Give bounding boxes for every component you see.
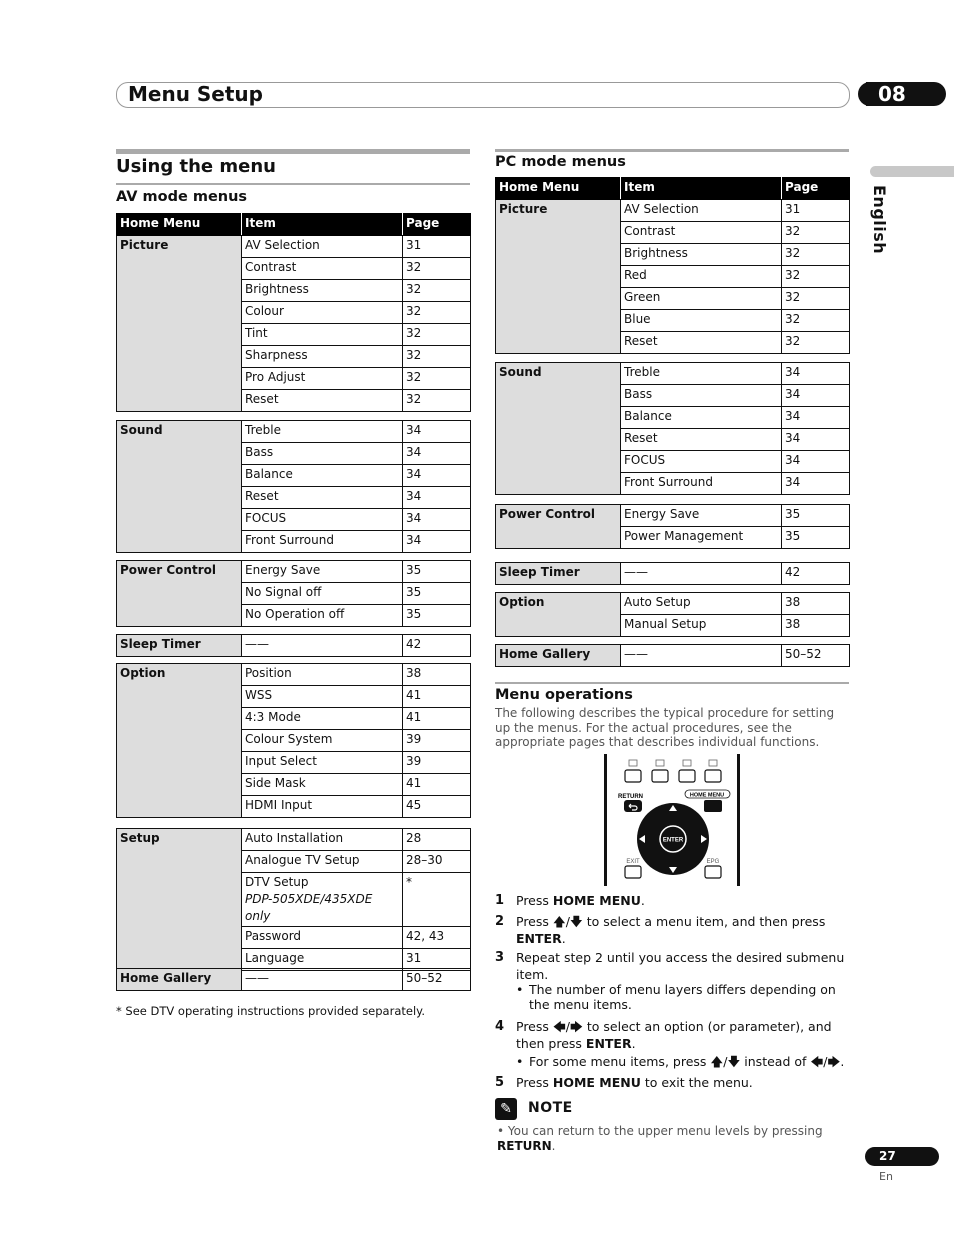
page-cell: 32 xyxy=(403,346,471,368)
step-text: . xyxy=(631,1036,636,1051)
page-cell: 34 xyxy=(782,385,850,407)
table-row xyxy=(496,563,850,585)
table-row xyxy=(496,200,850,222)
page-cell: 32 xyxy=(403,258,471,280)
page-language: En xyxy=(879,1170,893,1183)
ops-rule xyxy=(495,682,849,684)
item-cell: Reset xyxy=(242,390,403,412)
item-cell: Colour xyxy=(242,302,403,324)
table-row xyxy=(496,593,850,615)
step-text: Press xyxy=(516,893,553,908)
home-menu-cell: Setup xyxy=(117,829,242,971)
page-cell: 32 xyxy=(782,288,850,310)
item-cell: —— xyxy=(621,563,782,585)
item-cell: Side Mask xyxy=(242,774,403,796)
table-row xyxy=(117,969,471,991)
item-cell: Bass xyxy=(621,385,782,407)
item-cell: Bass xyxy=(242,443,403,465)
table-row xyxy=(496,505,850,527)
item-cell: Treble xyxy=(242,421,403,443)
menu-operations-title: Menu operations xyxy=(495,687,633,703)
item-cell: Brightness xyxy=(621,244,782,266)
table-row xyxy=(117,664,471,686)
function-button-3 xyxy=(679,770,695,782)
teletext-icon xyxy=(709,760,717,766)
page-cell: 32 xyxy=(403,390,471,412)
page-cell: 45 xyxy=(403,796,471,818)
section-rule-top xyxy=(116,149,470,154)
page-cell: 34 xyxy=(782,473,850,495)
header-page: Page xyxy=(782,178,850,200)
page-cell: 31 xyxy=(403,949,471,971)
enter-label: ENTER xyxy=(662,837,684,844)
menu-operations-description: The following describes the typical procedure for setting up the menus. For the actual procedures, see the appropriate pages that describes individual functions. xyxy=(495,706,835,749)
page-cell: 32 xyxy=(782,332,850,354)
item-cell: Contrast xyxy=(621,222,782,244)
page-cell: 50–52 xyxy=(403,969,471,991)
item-cell: Colour System xyxy=(242,730,403,752)
page-cell: 41 xyxy=(403,686,471,708)
step-text: Press xyxy=(516,914,553,929)
item-cell: Pro Adjust xyxy=(242,368,403,390)
item-cell: Input Select xyxy=(242,752,403,774)
page-cell: 34 xyxy=(782,407,850,429)
footnote: * See DTV operating instructions provided separately. xyxy=(116,1004,425,1018)
item-cell: Balance xyxy=(621,407,782,429)
item-cell: Reset xyxy=(621,429,782,451)
return-label: RETURN xyxy=(618,794,643,800)
menu-table-sleep-timer xyxy=(495,562,850,585)
page-cell: 34 xyxy=(403,531,471,553)
language-label: English xyxy=(870,185,889,255)
step-number: 5 xyxy=(495,1075,505,1090)
page-cell: 32 xyxy=(782,266,850,288)
table-row xyxy=(117,421,471,443)
item-cell: Energy Save xyxy=(621,505,782,527)
page-cell: 32 xyxy=(403,302,471,324)
page-cell: * xyxy=(403,873,471,927)
page-cell: 38 xyxy=(782,615,850,637)
item-cell: Password xyxy=(242,927,403,949)
item-cell: Front Surround xyxy=(242,531,403,553)
home-menu-cell: Sleep Timer xyxy=(117,635,242,657)
language-tab xyxy=(870,166,954,177)
item-cell: Energy Save xyxy=(242,561,403,583)
page-cell: 38 xyxy=(403,664,471,686)
page-cell: 34 xyxy=(782,451,850,473)
page-cell: 28–30 xyxy=(403,851,471,873)
left-right-arrows-icon: 🡄/🡆 xyxy=(810,1054,841,1069)
header-home-menu: Home Menu xyxy=(496,178,621,200)
page-cell: 42, 43 xyxy=(403,927,471,949)
step-bold: ENTER xyxy=(516,931,562,946)
item-cell: Reset xyxy=(242,487,403,509)
home-menu-button xyxy=(704,800,722,812)
menu-table-sound xyxy=(116,420,471,553)
item-cell: Language xyxy=(242,949,403,971)
info-icon xyxy=(683,760,691,766)
step-text: to select a menu item, and then press xyxy=(582,914,826,929)
page-cell: 34 xyxy=(403,421,471,443)
step-3-note: • The number of menu layers differs depending on the menu items. xyxy=(516,982,846,1012)
item-cell: No Signal off xyxy=(242,583,403,605)
item-cell: Treble xyxy=(621,363,782,385)
note-pencil-icon: ✎ xyxy=(495,1098,517,1120)
item-cell: FOCUS xyxy=(621,451,782,473)
home-menu-cell: Sound xyxy=(117,421,242,553)
menu-table-picture xyxy=(495,177,850,354)
page-cell: 32 xyxy=(782,310,850,332)
header-item: Item xyxy=(621,178,782,200)
item-cell: Reset xyxy=(621,332,782,354)
step-bold: HOME MENU xyxy=(552,1075,641,1090)
home-menu-cell: Sound xyxy=(496,363,621,495)
page-cell: 31 xyxy=(782,200,850,222)
home-menu-cell: Picture xyxy=(117,236,242,412)
page-title: Menu Setup xyxy=(128,82,263,106)
step-number: 1 xyxy=(495,893,505,908)
page-cell: 34 xyxy=(782,363,850,385)
home-menu-cell: Home Gallery xyxy=(117,969,242,991)
item-cell: AV Selection xyxy=(621,200,782,222)
item-cell: Green xyxy=(621,288,782,310)
page-cell: 50–52 xyxy=(782,645,850,667)
item-cell: Analogue TV Setup xyxy=(242,851,403,873)
menu-table-home-gallery xyxy=(495,644,850,667)
page-cell: 35 xyxy=(403,605,471,627)
table-row xyxy=(496,645,850,667)
page-cell: 32 xyxy=(403,368,471,390)
item-cell: 4:3 Mode xyxy=(242,708,403,730)
item-cell: Auto Setup xyxy=(621,593,782,615)
av-mode-title: AV mode menus xyxy=(116,189,248,205)
table-row xyxy=(117,236,471,258)
table-row xyxy=(117,635,471,657)
menu-table-power-control xyxy=(495,504,850,549)
page-cell: 39 xyxy=(403,730,471,752)
page-cell: 35 xyxy=(403,561,471,583)
menu-table-sound xyxy=(495,362,850,495)
section-rule-bottom xyxy=(116,183,470,185)
item-cell: Front Surround xyxy=(621,473,782,495)
page-cell: 34 xyxy=(782,429,850,451)
page-cell: 31 xyxy=(403,236,471,258)
step-text: Press xyxy=(516,1019,553,1034)
item-cell: —— xyxy=(621,645,782,667)
page-cell: 41 xyxy=(403,708,471,730)
step-bold: ENTER xyxy=(585,1036,632,1051)
step-bold: HOME MENU xyxy=(552,893,641,908)
function-button-4 xyxy=(705,770,721,782)
step-text: Press xyxy=(516,1075,553,1090)
function-button-1 xyxy=(625,770,641,782)
page-cell: 32 xyxy=(782,222,850,244)
page-cell: 32 xyxy=(782,244,850,266)
epg-button xyxy=(705,866,721,878)
page-cell: 41 xyxy=(403,774,471,796)
item-cell: Balance xyxy=(242,465,403,487)
page-cell: 34 xyxy=(403,509,471,531)
header-item: Item xyxy=(242,214,403,236)
model-note: PDP-505XDE/435XDE only xyxy=(245,892,373,923)
page-cell: 35 xyxy=(782,505,850,527)
page-cell: 42 xyxy=(403,635,471,657)
item-cell: Brightness xyxy=(242,280,403,302)
step-number: 3 xyxy=(495,950,505,965)
page-cell: 34 xyxy=(403,443,471,465)
item-cell: Blue xyxy=(621,310,782,332)
page-cell: 32 xyxy=(403,280,471,302)
home-menu-cell: Picture xyxy=(496,200,621,354)
step-text: Repeat step 2 until you access the desired submenu item. xyxy=(516,950,845,982)
epg-label: EPG xyxy=(706,859,720,865)
item-cell: WSS xyxy=(242,686,403,708)
item-cell: DTV Setup PDP-505XDE/435XDE only xyxy=(242,873,403,927)
up-down-arrows-icon: 🡅/🡇 xyxy=(710,1054,741,1069)
item-cell: Position xyxy=(242,664,403,686)
pc-rule-top xyxy=(495,149,849,152)
section-title: Using the menu xyxy=(116,156,276,177)
menu-table-home-gallery xyxy=(116,968,471,991)
item-cell: HDMI Input xyxy=(242,796,403,818)
item-cell: Red xyxy=(621,266,782,288)
remote-control-illustration xyxy=(600,752,744,888)
item-cell: AV Selection xyxy=(242,236,403,258)
home-menu-cell: Power Control xyxy=(117,561,242,627)
page-cell: 34 xyxy=(403,465,471,487)
item-cell: Tint xyxy=(242,324,403,346)
menu-table-picture xyxy=(116,213,471,412)
exit-button xyxy=(625,866,641,878)
note-text: • You can return to the upper menu levels by pressing RETURN. xyxy=(497,1124,823,1153)
step-number: 4 xyxy=(495,1019,505,1034)
pc-mode-title: PC mode menus xyxy=(495,154,626,170)
table-row xyxy=(496,363,850,385)
home-menu-cell: Option xyxy=(496,593,621,637)
page-cell: 35 xyxy=(403,583,471,605)
step-text: to exit the menu. xyxy=(640,1075,753,1090)
header-home-menu: Home Menu xyxy=(117,214,242,236)
item-cell: FOCUS xyxy=(242,509,403,531)
home-menu-cell: Home Gallery xyxy=(496,645,621,667)
step-text: . xyxy=(640,893,645,908)
page-cell: 38 xyxy=(782,593,850,615)
menu-table-sleep-timer xyxy=(116,634,471,657)
home-menu-label: HOME MENU xyxy=(689,792,725,799)
exit-label: EXIT xyxy=(626,859,640,865)
page-cell: 35 xyxy=(782,527,850,549)
up-down-arrows-icon: 🡅/🡇 xyxy=(552,914,583,929)
item-cell: —— xyxy=(242,635,403,657)
chapter-number: 08 xyxy=(866,82,946,106)
page-cell: 39 xyxy=(403,752,471,774)
subtitle-icon xyxy=(629,760,637,766)
item-cell: Sharpness xyxy=(242,346,403,368)
home-menu-cell: Option xyxy=(117,664,242,818)
page-number: 27 xyxy=(865,1147,939,1166)
step-4-note: • For some menu items, press 🡅/🡇 instead of 🡄/🡆. xyxy=(516,1054,846,1069)
note-title: NOTE xyxy=(528,1100,573,1116)
item-cell: Auto Installation xyxy=(242,829,403,851)
step-text: to select an option (or parameter), and then press xyxy=(516,1019,832,1051)
home-menu-cell: Sleep Timer xyxy=(496,563,621,585)
item-cell: No Operation off xyxy=(242,605,403,627)
item-cell: Manual Setup xyxy=(621,615,782,637)
page-cell: 42 xyxy=(782,563,850,585)
item-cell: —— xyxy=(242,969,403,991)
table-row xyxy=(117,829,471,851)
function-button-2 xyxy=(652,770,668,782)
menu-table-option xyxy=(495,592,850,637)
page-cell: 34 xyxy=(403,487,471,509)
menu-table-power-control xyxy=(116,560,471,627)
home-menu-cell: Power Control xyxy=(496,505,621,549)
left-right-arrows-icon: 🡄/🡆 xyxy=(552,1019,583,1034)
item-cell: Contrast xyxy=(242,258,403,280)
text-icon xyxy=(656,760,664,766)
page-cell: 28 xyxy=(403,829,471,851)
step-text: . xyxy=(561,931,566,946)
header-page: Page xyxy=(403,214,471,236)
step-number: 2 xyxy=(495,914,505,929)
page-cell: 32 xyxy=(403,324,471,346)
menu-table-setup xyxy=(116,828,471,971)
menu-table-option xyxy=(116,663,471,818)
item-cell: Power Management xyxy=(621,527,782,549)
table-row xyxy=(117,561,471,583)
